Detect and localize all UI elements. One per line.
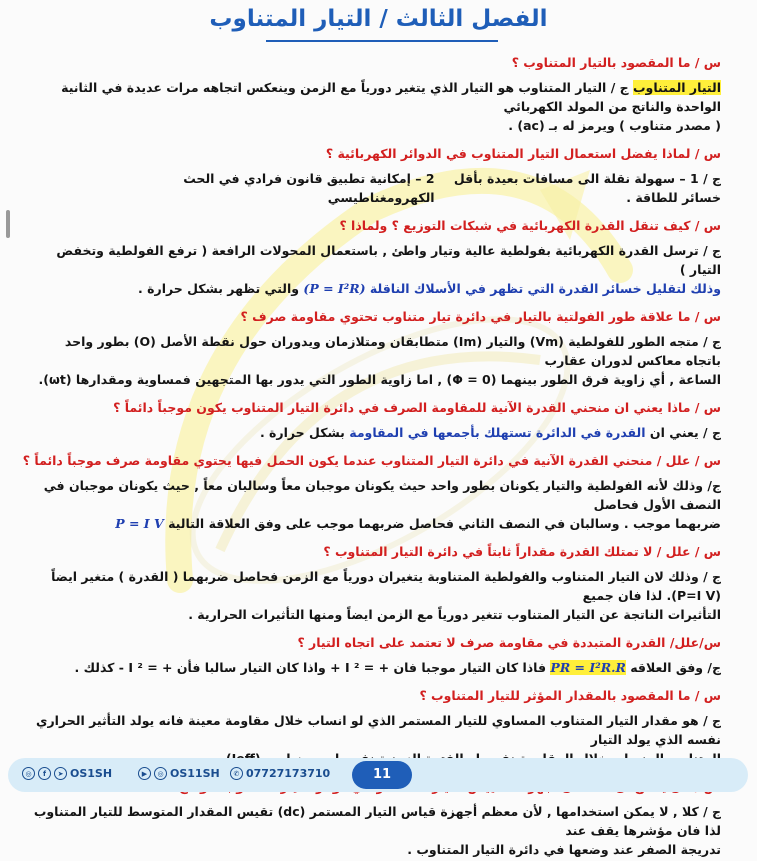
answer-2-point-2: 2 – إمكانية تطبيق قانون فرادي في الحث الكهرومغناطيسي <box>183 171 435 205</box>
answer-1-line-1 <box>31 78 721 116</box>
answer-6 <box>31 476 721 533</box>
instagram-icon: ◎ <box>154 767 167 780</box>
qa-content <box>22 46 721 861</box>
phone-text: 07727173710 <box>246 767 331 780</box>
handle-2-text: OS11SH <box>170 767 220 780</box>
answer-6-text: ضربهما موجب . وسالبان في النصف الثاني فحاصل ضربهما موجب على وفق العلاقة التالية <box>168 516 721 531</box>
highlight-term: التيار المتناوب <box>632 80 721 95</box>
answer-1 <box>31 78 721 135</box>
answer-5-start: ج / يعني ان <box>649 425 721 440</box>
footer-bar <box>8 758 748 792</box>
question-8: س/علل/ القدرة المتبددة في مقاومة صرف لا تعتمد على اتجاه التيار ؟ <box>297 635 721 650</box>
question-3: س / كيف تنقل القدرة الكهربائية في شبكات التوزيع ؟ ولماذا ؟ <box>339 218 721 233</box>
answer-7 <box>31 567 721 624</box>
answer-10 <box>31 802 721 859</box>
answer-10-line-2: تدريجة الصفر عند وضعها في دائرة التيار المتناوب . <box>407 842 721 857</box>
answer-8-start: ج/ وفق العلاقه <box>630 660 721 675</box>
page-title: الفصل الثالث / التيار المتناوب <box>209 6 548 32</box>
answer-7-line-2: التأثيرات الناتجة عن التيار المتناوب تتغير دورياً مع الزمن ايضاً ومنها التأثيرات الحرارية . <box>188 607 721 622</box>
question-2: س / لماذا يفضل استعمال التيار المتناوب في الدوائر الكهربائية ؟ <box>325 146 721 161</box>
telegram-icon: ➤ <box>54 767 67 780</box>
answer-6-line-2 <box>31 514 721 533</box>
answer-5-blue-text: القدرة في الدائرة تستهلك بأجمعها في المقاومة <box>349 425 646 440</box>
answer-5-end: بشكل حرارة . <box>259 425 345 440</box>
power-formula: P = I V <box>115 516 164 531</box>
answer-7-line-1: ج / وذلك لان التيار المتناوب والفولطية المتناوبة يتغيران دورياً مع الزمن فحاصل ضربهما ( القدرة ) متغير ايضاً (P=I V). لذا فان جميع <box>51 569 721 603</box>
answer-3-line-2 <box>31 279 721 298</box>
answer-4-line-2: الساعة , أي زاوية فرق الطور بينهما (Φ = 0) , اما زاوية الطور التي يدور بها المتجهين فمساوية ومقدارها (ωt). <box>38 372 721 387</box>
answer-3-blue-text: وذلك لتقليل خسائر القدرة التي تظهر في الأسلاك الناقلة <box>369 281 721 296</box>
question-6: س / علل / منحني القدرة الآنية في دائرة التيار المتناوب عندما يكون الحمل فيها يحتوي مقاومة صرف موجباً دائماً ؟ <box>22 453 721 468</box>
social-handle-1[interactable] <box>22 767 112 780</box>
handle-1-text: OS1SH <box>70 767 113 780</box>
instagram-icon: ◎ <box>22 767 35 780</box>
dissipated-power-formula: PR = I²R.R <box>550 660 626 675</box>
question-7: س / علل / لا تمتلك القدرة مقداراً ثابتاً في دائرة التيار المتناوب ؟ <box>323 544 721 559</box>
answer-1-line-2: ( مصدر متناوب ) ويرمز له بـ (ac) . <box>508 118 721 133</box>
answer-4 <box>31 332 721 389</box>
page-number: 11 <box>352 761 412 789</box>
answer-10-line-1: ج / كلا , لا يمكن استخدامها , لأن معظم أجهزة قياس التيار المستمر (dc) تقيس المقدار المتوسط للتيار المتناوب لذا فان مؤشرها يقف عند <box>33 804 721 838</box>
answer-9-line-1: ج / هو مقدار التيار المتناوب المساوي للتيار المستمر الذي لو انساب خلال مقاومة معينة فانه يولد التأثير الحراري نفسه الذي يولد التيار <box>36 713 721 747</box>
answer-3-line-1: ج / ترسل القدرة الكهربائية بفولطية عالية وتيار واطئ , باستعمال المحولات الرافعة ( ترفع الفولطية وتخفض التيار ) <box>56 243 721 277</box>
scrollbar-handle[interactable] <box>6 210 10 238</box>
answer-2 <box>31 169 721 207</box>
question-1: س / ما المقصود بالتيار المتناوب ؟ <box>511 55 721 70</box>
question-9: س / ما المقصود بالمقدار المؤثر للتيار المتناوب ؟ <box>419 688 721 703</box>
whatsapp-icon: ✆ <box>230 767 243 780</box>
answer-4-line-1: ج / متجه الطور للفولطية (Vm) والتيار (Im) متطابقان ومتلازمان ويدوران حول نقطة الأصل (O) بطور واحد باتجاه معاكس لدوران عقارب <box>64 334 721 368</box>
power-loss-formula: (P = I²R) <box>303 281 366 296</box>
answer-5 <box>31 423 721 442</box>
facebook-icon: f <box>38 767 51 780</box>
title-underline <box>266 40 498 42</box>
answer-8-end: فاذا كان التيار موجبا فان + = ² I + واذا كان التيار سالبا فأن + = ² I - كذلك . <box>74 660 547 675</box>
answer-3 <box>31 241 721 298</box>
phone-contact[interactable] <box>230 767 330 780</box>
social-handle-2[interactable] <box>138 767 220 780</box>
youtube-icon: ▶ <box>138 767 151 780</box>
answer-2-point-1: ج / 1 – سهولة نقلة الى مسافات بعيدة بأقل خسائر للطاقة . <box>453 171 721 205</box>
answer-3-end: والتي تظهر بشكل حرارة . <box>138 281 300 296</box>
answer-8 <box>31 658 721 677</box>
question-4: س / ما علاقة طور الفولتية بالتيار في دائرة تيار متناوب تحتوي مقاومة صرف ؟ <box>240 309 721 324</box>
answer-6-line-1: ج/ وذلك لأنه الفولطية والتيار يكونان بطور واحد حيث يكونان موجبان معاً وسالبان معاً , حيث يكونان موجبان في النصف الأول فحاصل <box>43 478 721 512</box>
answer-1-text: ج / التيار المتناوب هو التيار الذي يتغير دورياً مع الزمن وينعكس اتجاهه مرات عديدة في الثانية الواحدة والناتج من المولد الكهربائي <box>61 80 721 114</box>
question-5: س / ماذا يعني ان منحني القدرة الآنية للمقاومة الصرف في دائرة التيار المتناوب يكون موجباً دائماً ؟ <box>113 400 721 415</box>
